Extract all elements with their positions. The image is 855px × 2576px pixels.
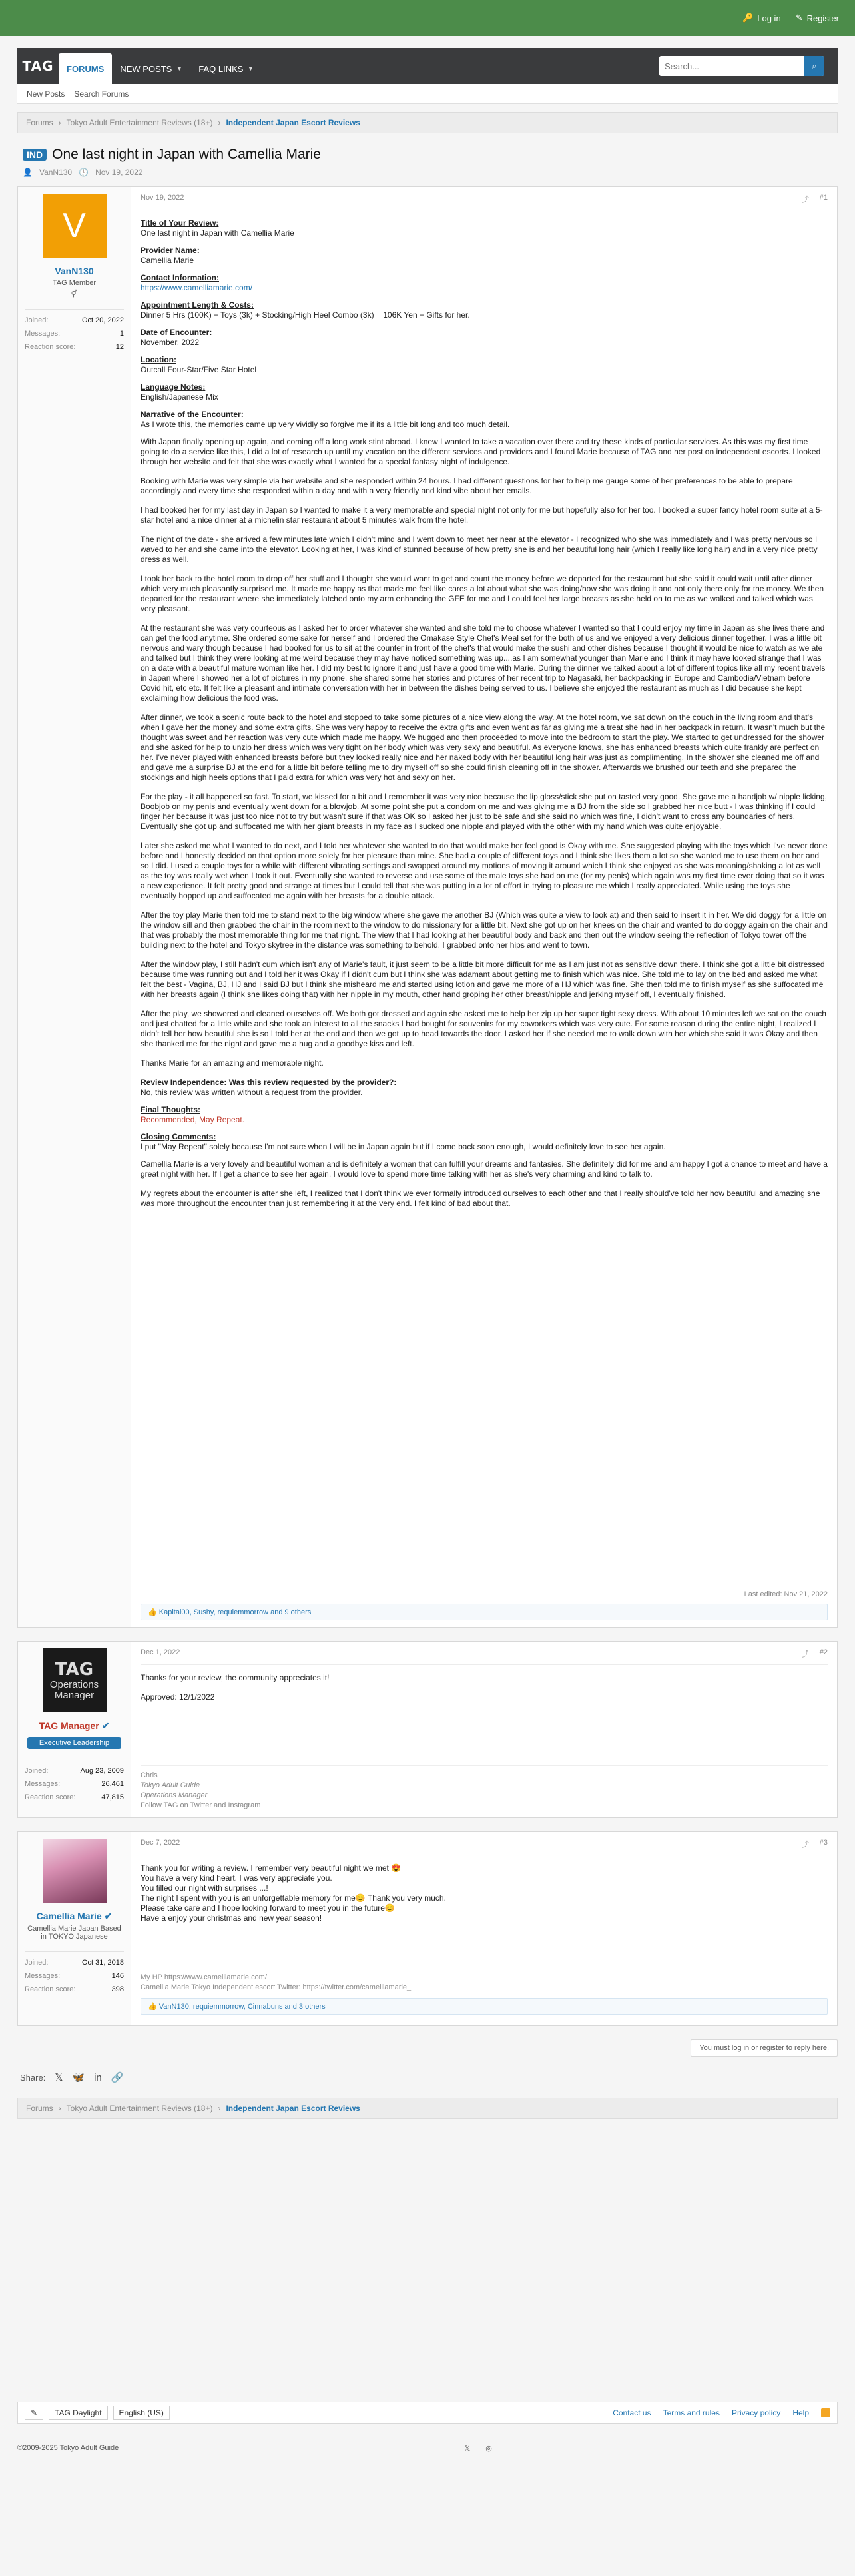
user-stats: Joined: Oct 31, 2018 Messages: 146 Reaction score: 398 — [25, 1951, 124, 1996]
narrative-paragraph: The night of the date - she arrived a few minutes late which I didn't mind and I went down to meet her near at the elevator - I recognized who she was immediately and I was pretty nervous so I waved to her and she came into the elevator. Looking at her, I was kind of stunned because of how pretty she is and her beautiful long hair (which I really like long hair) and in a very nice pretty dress as well. — [141, 535, 818, 564]
narrative-paragraph: After the play, we showered and cleaned ourselves off. We both got dressed and again she asked me to help her zip up her super tight sexy dress. With about 10 minutes left we sat on the couch and just chatted for a little while and she took an interest to all the snacks I had bought for souvenirs for my coworkers which was very cute. For some reason during the entire night, I realized I didn't tell her how beautiful she is so I told her at the end and then we got up to head towards the door. I asked her if she needed me to walk down with her which she said it was Okay and then she thanked me for the night and gave me a hug and a goodbye kiss and left. — [141, 1009, 826, 1048]
breadcrumb — [17, 112, 838, 133]
breadcrumb-bottom — [17, 2098, 838, 2119]
search-box — [659, 56, 824, 76]
post — [17, 186, 838, 1628]
search-icon[interactable]: ⌕ — [804, 56, 824, 76]
login-link[interactable]: 🔑 Log in — [742, 13, 781, 23]
subnav-new-posts[interactable]: New Posts — [27, 89, 65, 99]
post — [17, 1831, 838, 2026]
tab-forums[interactable]: FORUMS — [59, 53, 112, 84]
review-field: Narrative of the Encounter: As I wrote this, the memories came up very vividly so forgive me if its a little bit long and too much detail. — [141, 410, 510, 429]
clock-icon: 🕒 — [79, 168, 89, 177]
username[interactable]: TAG Manager ✔ — [39, 1720, 110, 1731]
edit-style-icon[interactable]: ✎ — [25, 2406, 43, 2420]
post-content — [141, 210, 828, 1218]
post-user — [18, 1642, 131, 1817]
review-field: Date of Encounter: November, 2022 — [141, 328, 212, 347]
share-icon[interactable]: ⤴ — [801, 1650, 809, 1658]
share-icon[interactable]: ⤴ — [801, 196, 809, 204]
reply-notice: You must log in or register to reply here. — [17, 2039, 838, 2057]
closing-paragraph: Camellia Marie is a very lovely and beautiful woman and is definitely a woman that can fulfill your dreams and fantasies. She definitely did for me and am happy I got a chance to meet and have a great night with her. If I get a chance to see her again, I would love to spend more time talking with her as she's very charming and kind to talk to. — [141, 1159, 828, 1179]
language-chooser[interactable]: English (US) — [113, 2406, 170, 2420]
footer-bottom — [17, 2444, 838, 2453]
signature: My HP https://www.camelliamarie.com/ Camellia Marie Tokyo Independent escort Twitter: https://twitter.com/camelliamarie_ — [141, 1967, 828, 1993]
review-field: Appointment Length & Costs: Dinner 5 Hrs (100K) + Toys (3k) + Stocking/High Heel Combo (3k) = 106K Yen + Gifts for her. — [141, 300, 470, 320]
review-field: Review Independence: Was this review requested by the provider?: No, this review was written without a request from the provider. — [141, 1078, 397, 1097]
subnav-search-forums[interactable]: Search Forums — [74, 89, 129, 99]
footer-link-terms[interactable]: Terms and rules — [663, 2408, 720, 2417]
breadcrumb-reviews[interactable]: Tokyo Adult Entertainment Reviews (18+) — [66, 2104, 213, 2113]
chevron-right-icon: › — [218, 2104, 221, 2113]
x-icon[interactable]: 𝕏 — [464, 2445, 471, 2453]
narrative-paragraph: I took her back to the hotel room to drop off her stuff and I thought she would want to get and count the money before we departed for the restaurant but she said it could wait until after dinner which very much pleasantly surprised me. It made me happy as that made me feel like cares a lot about what she was doing/how she was doing it and not only there only for the money. We then departed for the restaurant where she immediately latched onto my arm enhancing the GFE for me and I could feel her large breasts as she held on to me as we walked and talked which was very pleasant. — [141, 574, 824, 613]
navigation — [17, 48, 838, 104]
register-icon: ✎ — [795, 13, 803, 23]
page-title: IND One last night in Japan with Camellia Marie — [23, 147, 832, 162]
x-icon[interactable]: 𝕏 — [55, 2072, 63, 2083]
post-content: Thanks for your review, the community appreciates it! Approved: 12/1/2022 — [141, 1673, 330, 1702]
register-link[interactable]: ✎ Register — [795, 13, 839, 23]
sub-nav — [17, 84, 838, 104]
thread-date[interactable]: Nov 19, 2022 — [95, 168, 143, 177]
narrative-paragraph: With Japan finally opening up again, and coming off a long work stint abroad. I knew I wanted to take a vacation over there and try these kinds of particular services. As this was my first time going to do a service like this, I did a lot of research up until my vacation on the different services and providers and I found Marie because of TAG and her post on independent escorts. I looked through her website and felt that she was exactly what I wanted for a special fantasy night of indulgence. — [141, 437, 821, 466]
avatar[interactable]: TAG Operations Manager — [43, 1648, 107, 1712]
closing-paragraph: My regrets about the encounter is after she left, I realized that I don't think we ever formally introduced ourselves to each other and that I really should've told her how beautiful and amazing she was more throughout the encounter than just remembering it at the very end. I felt kind of bad about that. — [141, 1189, 820, 1208]
narrative-paragraph: At the restaurant she was very courteous as I asked her to order whatever she wanted and she told me to choose whatever I wanted so that I could enjoy my time in Japan as she lives there and can get the food anytime. She ordered some sake for herself and I ordered the Omakase Style Chef's Meal set for the both of us and we enjoyed a very delicious dinner together. I was a little bit nervous and wary though because I had booked for us to sit at the counter in front of the chef's that would make the sushi and other dishes because I thought it would be nice to watch as we ate and talked but I think they were looking at me weird because they may have noticed something was up....as I am somewhat younger than Marie and I think it may have looked strange that I was on a date with a beautiful mature woman like her. I did my best to ignore it and just have a good time with Marie. During the dinner we talked about a lot of different topics like all my recent travels in Japan where I showed her a lot of pictures in my phone, she shared some her stories and pictures of her recent trip to Nagasaki, her backpacking in Europe and Cambodia/Vietnam before Covid hit, etc etc. It felt like a pleasant and intimate conversation with her in between the dishes being served to us. I believe she enjoyed the restaurant as much as I did because she kept exclaiming how delicious the food was. — [141, 623, 826, 703]
post-date[interactable]: Dec 7, 2022 — [141, 1839, 180, 1847]
post-date[interactable]: Nov 19, 2022 — [141, 194, 184, 202]
post-number[interactable]: #3 — [819, 1839, 828, 1847]
user-icon: 👤 — [23, 168, 33, 177]
thread-header — [23, 147, 832, 177]
post — [17, 1641, 838, 1818]
share-icon[interactable]: ⤴ — [801, 1841, 809, 1849]
avatar[interactable]: V — [43, 194, 107, 258]
style-chooser[interactable]: TAG Daylight — [49, 2406, 107, 2420]
user-stats: Joined: Oct 20, 2022 Messages: 1 Reaction score: 12 — [25, 309, 124, 354]
last-edited: Last edited: Nov 21, 2022 — [744, 1590, 828, 1598]
signature: Chris Tokyo Adult Guide Operations Manager Follow TAG on Twitter and Instagram — [141, 1765, 828, 1811]
narrative-paragraph: After the window play, I still hadn't cum which isn't any of Marie's fault, it just seem to be a little bit more difficult for me as I am just not as sensitive down there. I think she got a little bit distressed because time was running out and I told her it was Okay if I didn't cum but I think she was adamant about getting me to finish which was nice. She told me to lay on the bed and asked me what felt the best - Vagina, BJ, HJ and I said BJ but I think she misheard me and started using lotion and gave me more of a HJ which was fine. She then told me to finish myself as she suffocated me with her breasts again (I think she likes doing that) with her nipple in my mouth, other hand groping her other breast/nipple and jerking myself off, I eventually finished. — [141, 960, 825, 999]
post-header — [141, 1648, 828, 1665]
review-field: Closing Comments: I put "May Repeat" solely because I'm not sure when I will be in Japan again but if I come back soon enough, I would definitely love to see her again. — [141, 1132, 666, 1151]
review-field: Title of Your Review: One last night in Japan with Camellia Marie — [141, 218, 294, 238]
like-icon: 👍 — [148, 1608, 159, 1616]
narrative-paragraph: Later she asked me what I wanted to do next, and I told her whatever she wanted to do that would make her feel good is Okay with me. She suggested playing with the toys which I've never done before and I honestly decided on that option more solely for her pleasure than mine. She had a couple of different toys and I think she likes them a lot so she wanted me to use them on her and so I did. I used a couple toys for a while with different vibrating settings and swapped around my motions of moving it around which I think she enjoyed as she was moaning/shaking a lot as well as the toy was really wet when I took it out. Eventually she wanted to reverse and use some of the male toys she had on me (for my penis) which again was my first time ever doing that so it was a new experience. It felt pretty good and strange at times but I could tell that she was putting in a lot of effort in trying to pleasure me which I really appreciated. While using the toys she eventually hopped up and suffocated me again with her breasts for a double attack. — [141, 841, 828, 900]
narrative-paragraph: After dinner, we took a scenic route back to the hotel and stopped to take some pictures of a nice view along the way. At the hotel room, we sat down on the couch in the living room and that's when I gave her the money and some extra gifts. She was very happy to receive the extra gifts and even went as far as giving me a treat she had in her backpack in return. It wasn't much but the thought was sweet and her reaction was very cute which made me happy. We hugged and then proceeded to move into the bedroom to start the play. We started to get undressed for the shower and she asked for help to unzip her dress which was very tight on her body which was very sexy and beautiful. As everyone knows, she has enhanced breasts which quite frankly are perfect on her. I've never played with enhanced breasts before but they looked really nice and her naked body with her beautiful long hair was just as complimenting. In the shower she cleaned me off and and gave me a surprise BJ at the end for a little bit before telling me to dry myself off so she could finish cleaning off in the shower. Afterwards we brushed our teeth and she prepared the stockings and high heels options that I paid extra for which was very hot and sexy on her. — [141, 713, 826, 782]
thread-author[interactable]: VanN130 — [39, 168, 73, 177]
top-bar — [0, 0, 855, 36]
post-user — [18, 1832, 131, 2025]
username[interactable]: Camellia Marie ✔ — [36, 1911, 113, 1921]
breadcrumb-forums[interactable]: Forums — [26, 2104, 53, 2113]
user-banner: Executive Leadership — [27, 1737, 121, 1749]
review-field: Language Notes: English/Japanese Mix — [141, 382, 218, 402]
post-date[interactable]: Dec 1, 2022 — [141, 1648, 180, 1656]
post-body — [131, 1642, 837, 1817]
user-stats: Joined: Aug 23, 2009 Messages: 26,461 Reaction score: 47,815 — [25, 1760, 124, 1804]
verified-icon: ✔ — [104, 1911, 113, 1921]
narrative-paragraph: Thanks Marie for an amazing and memorable night. — [141, 1058, 324, 1068]
user-title: TAG Member — [52, 279, 97, 287]
post-body — [131, 1832, 837, 2025]
post-header — [141, 194, 828, 210]
post-number[interactable]: #1 — [819, 194, 828, 202]
instagram-icon[interactable]: ◎ — [485, 2445, 492, 2453]
thread-prefix[interactable]: IND — [23, 149, 47, 161]
verified-icon: ✔ — [101, 1720, 110, 1731]
narrative-paragraph: After the toy play Marie then told me to stand next to the big window where she gave me another BJ (Which was quite a view to look at) and then said to insert it in her. We did doggy for a little on the window sill and then grabbed the chair in the room next to the window to do missionary for a little bit. Next she got up on her knees on the chair and wanted to do doggy again on the chair and that was probably the most memorable thing for me that night. The view that I had looking at her beautiful body and back and then out the window seeing the reflection of Tokyo tower off the building next to the hotel and Tokyo skytree in the distance was something to behold. I grabbed onto her hips and went to town. — [141, 910, 828, 950]
tab-faq-links[interactable]: FAQ LINKS ▼ — [198, 63, 254, 74]
breadcrumb-escort-reviews[interactable]: Independent Japan Escort Reviews — [226, 2104, 360, 2113]
site-logo[interactable]: TAG — [22, 58, 54, 74]
review-field: Provider Name: Camellia Marie — [141, 246, 200, 265]
breadcrumb-forums[interactable]: Forums — [26, 118, 53, 127]
social-icons — [464, 2444, 492, 2453]
user-title: Camellia Marie Japan Based in TOKYO Japanese — [27, 1925, 121, 1941]
share-bar: Share: 𝕏 🦋 in 🔗 — [20, 2071, 124, 2083]
search-input[interactable] — [659, 56, 804, 76]
post-user — [18, 187, 131, 1627]
post-content: Thank you for writing a review. I remember very beautiful night we met 😍 You have a very kind heart. I was very appreciate you. You filled our night with surprises ...! The night I spent with you is an unforgettable memory for me😊 Thank you very much. Please take care and I hope looking forward to meet you in the future😊 Have a enjoy your christmas and new year season! — [141, 1863, 446, 1923]
breadcrumb-escort-reviews[interactable]: Independent Japan Escort Reviews — [226, 118, 360, 127]
narrative-paragraph: For the play - it all happened so fast. To start, we kissed for a bit and I remember it was very nice because the lip gloss/stick she put on tasted very good. She gave me a handjob w/ nipple licking, Boobjob on my penis and eventually went down for a blowjob. At some point she put a condom on me and was giving me a BJ from the side so I grabbed her nice butt - I was thinking if I could finger her because it was just too nice not to try but wasn't sure if that was OK so I asked her just to be safe and she said no which was fine, I didn't want to cross any boundaries of hers. Eventually she got up and suffocated me with her giant breasts in my face as I sucked one nipple and played with the other with my hand which was quite enjoyable. — [141, 792, 827, 831]
footer-bar — [17, 2402, 838, 2424]
footer-link-privacy[interactable]: Privacy policy — [731, 2408, 781, 2417]
post-number[interactable]: #2 — [819, 1648, 828, 1656]
nav-bar — [17, 48, 838, 84]
thread-meta — [23, 168, 832, 177]
rss-icon[interactable] — [821, 2408, 830, 2417]
review-field: Contact Information: https://www.camelliamarie.com/ — [141, 273, 253, 292]
avatar[interactable] — [43, 1839, 107, 1903]
chevron-right-icon: › — [58, 2104, 61, 2113]
narrative-paragraph: Booking with Marie was very simple via her website and she responded within 24 hours. I had different questions for her to help me gauge some of her preferences to be able to prepare accordingly and every time she responded within a day and with a very friendly and kind vibe about her emails. — [141, 476, 793, 495]
breadcrumb-reviews[interactable]: Tokyo Adult Entertainment Reviews (18+) — [66, 118, 213, 127]
footer-link-help[interactable]: Help — [792, 2408, 809, 2417]
footer-link-contact[interactable]: Contact us — [613, 2408, 651, 2417]
contact-link[interactable]: https://www.camelliamarie.com/ — [141, 283, 253, 292]
chevron-right-icon: › — [218, 118, 221, 127]
review-field: Location: Outcall Four-Star/Five Star Hotel — [141, 355, 257, 374]
review-field: Final Thoughts: Recommended, May Repeat. — [141, 1105, 245, 1124]
post-list — [17, 186, 838, 2026]
gender-icon: ⚥ — [71, 290, 78, 298]
chevron-down-icon[interactable]: ▼ — [176, 65, 183, 73]
reaction-bar[interactable]: 👍 Kapital00, Sushy, requiemmorrow and 9 others — [141, 1604, 828, 1620]
linkedin-icon[interactable]: in — [94, 2071, 102, 2083]
username[interactable]: VanN130 — [55, 266, 94, 276]
post-header — [141, 1839, 828, 1855]
copyright: ©2009-2025 Tokyo Adult Guide — [17, 2444, 119, 2452]
bluesky-icon[interactable]: 🦋 — [72, 2072, 85, 2083]
chevron-down-icon[interactable]: ▼ — [247, 65, 254, 73]
chevron-right-icon: › — [58, 118, 61, 127]
reaction-bar[interactable]: 👍 VanN130, requiemmorrow, Cinnabuns and 3 others — [141, 1998, 828, 2015]
like-icon: 👍 — [148, 2003, 159, 2011]
post-body — [131, 187, 837, 1627]
tab-new-posts[interactable]: NEW POSTS ▼ — [120, 63, 183, 74]
narrative-paragraph: I had booked her for my last day in Japan so I wanted to make it a very memorable and special night not only for me but hopefully also for her too. I booked a super fancy hotel room suite at a 5-star hotel and a nice dinner at a michelin star restaurant about 5 minutes walk from the hotel. — [141, 505, 823, 525]
link-icon[interactable]: 🔗 — [111, 2072, 124, 2083]
key-icon: 🔑 — [742, 13, 754, 23]
